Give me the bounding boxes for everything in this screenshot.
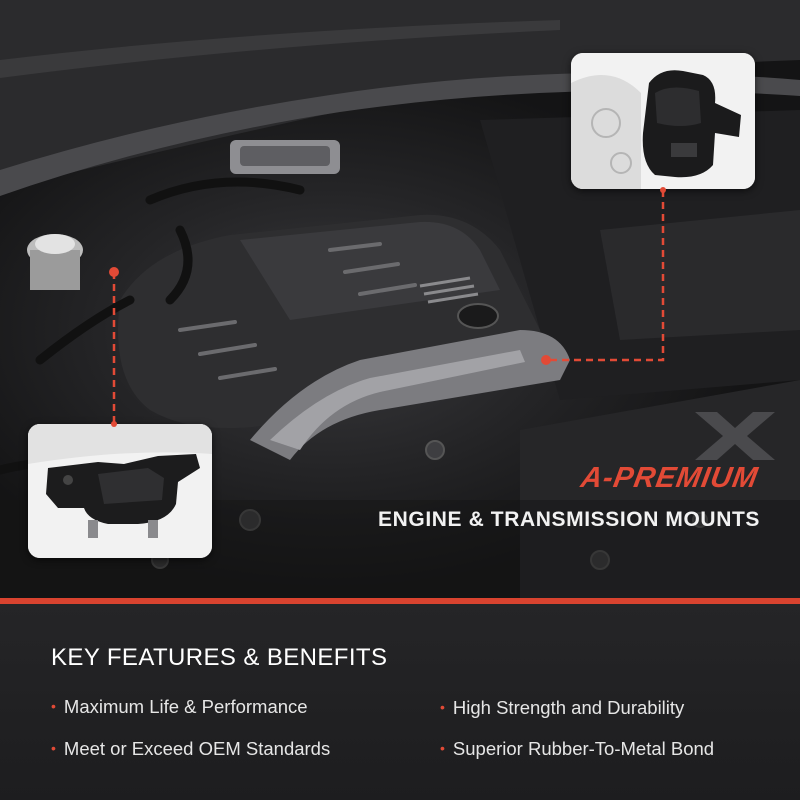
product-headline: ENGINE & TRANSMISSION MOUNTS [378, 508, 760, 531]
engine-mount-inset [571, 53, 755, 189]
feature-item [51, 696, 308, 718]
feature-item [440, 738, 714, 760]
engine-mount-icon [571, 53, 755, 189]
feature-label: Superior Rubber-To-Metal Bond [452, 738, 715, 759]
features-title: KEY FEATURES & BENEFITS [51, 644, 388, 671]
feature-item [51, 738, 330, 760]
features-panel [0, 604, 800, 800]
feature-label: Meet or Exceed OEM Standards [63, 738, 331, 759]
feature-item [440, 697, 684, 719]
feature-label: Maximum Life & Performance [63, 696, 308, 717]
brand-logo: A-PREMIUM [578, 462, 761, 494]
bullet-icon: • [51, 698, 56, 714]
bullet-icon: • [440, 699, 445, 715]
transmission-mount-icon [28, 424, 212, 558]
transmission-mount-inset [28, 424, 212, 558]
bullet-icon: • [440, 740, 445, 756]
bullet-icon: • [51, 740, 56, 756]
feature-label: High Strength and Durability [452, 697, 685, 718]
